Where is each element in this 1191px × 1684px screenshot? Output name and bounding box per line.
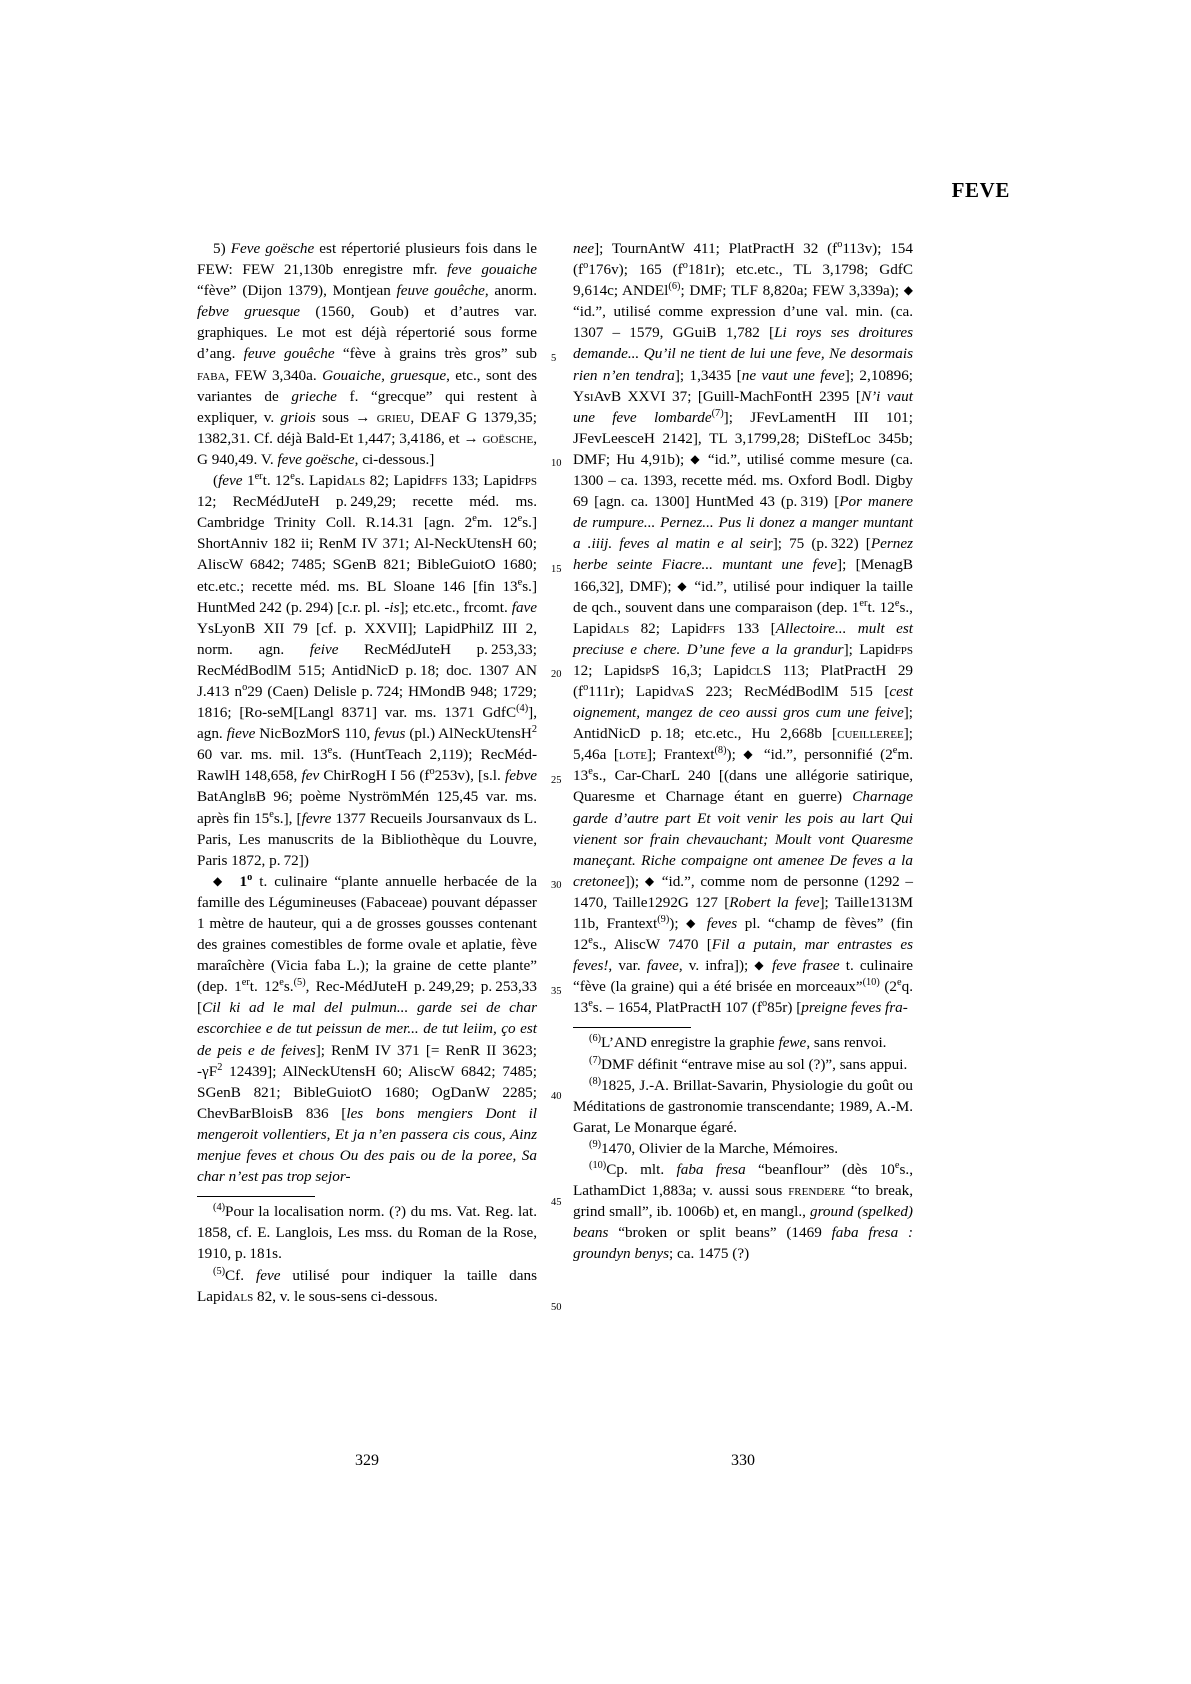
footnote-9: $^{(9)}$1470, Olivier de la Marche, Mémoires. [589, 1138, 839, 1157]
footnote-separator [573, 1027, 691, 1028]
footnote-marker: (6) [589, 1033, 602, 1045]
footnote-4: $^{(4)}$Pour la localisation norm. (?) du ms. Vat. Reg. lat. 1858, cf. E. Langlois, Les mss. du Roman de la Rose, 1910, p. 181s. [197, 1202, 537, 1263]
folio-number-right: 330 [731, 1452, 755, 1469]
line-number: 25 [551, 775, 562, 786]
line-number: 20 [551, 669, 562, 680]
paragraph-text: nee]; TournAntW 411; PlatPractH 32 $(f^o113v)$; 154 $(f^o176v)$; 165 $(f^o181r)$; etc.etc., TL 3,1798; GdfC 9,614c; ANDEl$^{(6)}$; DMF; TLF 8,820a; FEW 3,339a); ◆ “id.”, utilisé comme expression d’une val. min. (ca. 1307 – 1579, GGuiB 1,782 [Li roys ses droitures demande... Qu’il ne tient de lui une feve, Ne desormais rien n’en tendra]; 1,3435 [ne vaut une feve]; 2,10896; YsiAvB XXVI 37; [Guill-MachFontH 2395 [N’i vaut une feve lombarde$^{(7)}$]; JFevLamentH III 101; JFevLeesceH 2142], TL 3,1799,28; DiStefLoc 345b; DMF; Hu 4,91b); ◆ “id.”, utilisé comme mesure (ca. 1300 – ca. 1393, recette méd. ms. Oxford Bodl. Digby 69 [agn. ca. 1300] HuntMed 43 (p. 319) [Por manere de rumpure... Pernez... Pus li donez a manger muntant a .iiij. feves al matin e al seir]; 75 (p. 322) [Pernez herbe seinte Fiacre... muntant une feve]; [MenagB 166,32], DMF); ◆ “id.”, utilisé pour indiquer la taille de qch., souvent dans une comparaison (dep. 1ert. 12es., Lapidals 82; Lapidffs 133 [Allectoire... mult est preciuse e chere. D’une feve a la grandur]; Lapidfps 12; LapidspS 16,3; LapidclS 113; PlatPractH 29 $(f^o111r)$; LapidvaS 223; RecMédBodlM 515 [cest oignement, mangez de ceo aussi gros cum une feive]; AntidNicD p. 18; etc.etc., Hu 2,668b [cueilleree]; 5,46a [lote]; Frantext$^{(8)}$); ◆ “id.”, personnifié (2em. 13es., Car-CharL 240 [(dans une allégorie satirique, Quaresme et Charnage étant en guerre) Charnage garde d’autre part Et voit venir les pois au lart Qui vienent sor frain chevauchant; Moult vont Quaresme maneçant. Riche compaigne ont amenee De feves a la cretonee]); ◆ “id.”, comme nom de personne (1292 – 1470, Taille1292G 127 [Robert la feve]; Taille1313M 11b, Frantext$^{(9)}$); ◆ feves pl. “champ de fèves” (fin 12es., AliscW 7470 [Fil a putain, mar entrastes es feves!, var. favee, v. infra]); ◆ feve frasee t. culinaire “fève (la graine) qui a été brisée en morceaux”$^{(10)}$ (2eq. 13es. – 1654, PlatPractH 107 $(f^o85r)$ [preigne feves fra- [573, 238, 914, 1017]
footnote-marker: (7) [589, 1054, 602, 1066]
folio-number-left: 329 [355, 1452, 379, 1469]
footnote-marker: (5) [213, 1265, 226, 1277]
footnote-marker: (4) [213, 1202, 226, 1214]
footnote-marker: (9) [589, 1138, 602, 1150]
paragraph-sense-1 [197, 871, 537, 1187]
line-number: 40 [551, 1091, 562, 1102]
footnote-6: $^{(6)}$L’AND enregistre la graphie fewe, sans renvoi. [589, 1033, 887, 1052]
footnote-8: $^{(8)}$1825, J.-A. Brillat-Savarin, Physiologie du goût ou Méditations de gastronomie transcendante; 1989, A.-M. Garat, Le Monarque égaré. [573, 1075, 913, 1136]
line-number: 50 [551, 1302, 562, 1313]
footnote-block-left [197, 1201, 537, 1306]
footnote-marker: (8) [589, 1075, 602, 1087]
text-column-left [197, 238, 537, 1307]
folio-numbers [0, 1452, 1191, 1474]
line-number: 35 [551, 986, 562, 997]
footnote-marker: (10) [589, 1159, 607, 1171]
running-head: FEVE [951, 178, 1010, 202]
line-number: 5 [551, 353, 557, 364]
line-number: 10 [551, 458, 562, 469]
line-number: 30 [551, 880, 562, 891]
footnote-7: $^{(7)}$DMF définit “entrave mise au sol (?)”, sans appui. [589, 1054, 908, 1073]
paragraph-attestations [197, 470, 537, 871]
paragraph-text: 5) Feve goësche est répertorié plusieurs fois dans le FEW: FEW 21,130b enregistre mfr. feve gouaiche “fève” (Dijon 1379), Montjean feuve gouêche, anorm. febve gruesque (1560, Goub) et d’autres var. graphiques. Le mot est déjà répertorié sous forme d’ang. feuve gouêche “fève à grains très gros” sub faba, FEW 3,340a. Gouaiche, gruesque, etc., sont des variantes de grieche f. “grecque” qui restent à expliquer, v. griois sous → grieu, DEAF G 1379,35; 1382,31. Cf. déjà Bald-Et 1,447; 3,4186, et → goësche, G 940,49. V. feve goësche, ci-dessous.] [197, 240, 538, 468]
text-column-right [573, 238, 913, 1265]
paragraph-continuation [573, 238, 913, 1018]
footnote-block-right [573, 1032, 913, 1264]
footnote-separator [197, 1196, 315, 1197]
paragraph-text: ◆ 1$^o$ t. culinaire “plante annuelle herbacée de la famille des Légumineuses (Fabaceae) pouvant dépasser 1 mètre de hauteur, qui a de grosses gousses contenant des graines comestibles de forme ovale et aplatie, fève maraîchère (Vicia faba L.); la graine de cette plante” (dep. 1ert. 12es.$^{(5)}$, Rec-MédJuteH p. 249,29; p. 253,33 [Cil ki ad le mal del pulmun... garde sei de char escorchiee e de tut peissun de mer... de tut leiim, ço est de peis e de feives]; RenM IV 371 [= RenR II 3623; $-\gamma F^2$ 12439]; AlNeckUtensH 60; AliscW 6842; 7485; SGenB 821; BibleGuiotO 1680; OgDanW 2285; ChevBarBloisB 836 [les bons mengiers Dont il mengeroit vollentiers, Et ja n’en passera cis cous, Ainz menjue feves et chous Ou des pais ou de la poree, Sa char n’est pas trop sejor- [197, 871, 538, 1186]
paragraph-sense-5 [197, 238, 537, 470]
line-number: 15 [551, 564, 562, 575]
paragraph-text: (feve 1ert. 12es. Lapidals 82; Lapidffs 133; Lapidfps 12; RecMédJuteH p. 249,29; recette méd. ms. Cambridge Trinity Coll. R.14.31 [agn. 2em. 12es.] ShortAnniv 182 ii; RenM IV 371; Al-NeckUtensH 60; AliscW 6842; 7485; SGenB 821; BibleGuiotO 1680; etc.etc.; recette méd. ms. BL Sloane 146 [fin 13es.] HuntMed 242 (p. 294) [c.r. pl. -is]; etc.etc., frcomt. fave YsLyonB XII 79 [cf. p. XXVII]; LapidPhilZ III 2, norm. agn. feive RecMédJuteH p. 253,33; RecMédBodlM 515; AntidNicD p. 18; doc. 1307 AN J.413 $n^o29$ (Caen) Delisle p. 724; HMondB 948; 1729; 1816; [Ro-seM[Langl 8371] var. ms. 1371 GdfC$^{(4)}$], agn. fieve NicBozMorS 110, fevus (pl.) AlNeckUtensH$^2$ 60 var. ms. mil. 13es. (HuntTeach 2,119); RecMéd-RawlH 148,658, fev ChirRogH I 56 $(f^o253v)$, [s.l. febve BatAnglbB 96; poème NyströmMén 125,45 var. ms. après fin 15es.], [fevre 1377 Recueils Joursanvaux ds L. Paris, Les manuscrits de la Bibliothèque du Louvre, Paris 1872, p. 72]) [197, 470, 538, 869]
footnote-10: $^{(10)}$Cp. mlt. faba fresa “beanflour” (dès 10es., LathamDict 1,883a; v. aussi sous frendere “to break, grind small”, ib. 1006b) et, en mangl., ground (spelked) beans “broken or split beans” (1469 faba fresa : groundyn benys; ca. 1475 (?) [573, 1159, 914, 1263]
footnote-5: $^{(5)}$Cf. feve utilisé pour indiquer la taille dans Lapidals 82, v. le sous-sens ci-dessous. [197, 1265, 537, 1305]
line-number: 45 [551, 1197, 562, 1208]
